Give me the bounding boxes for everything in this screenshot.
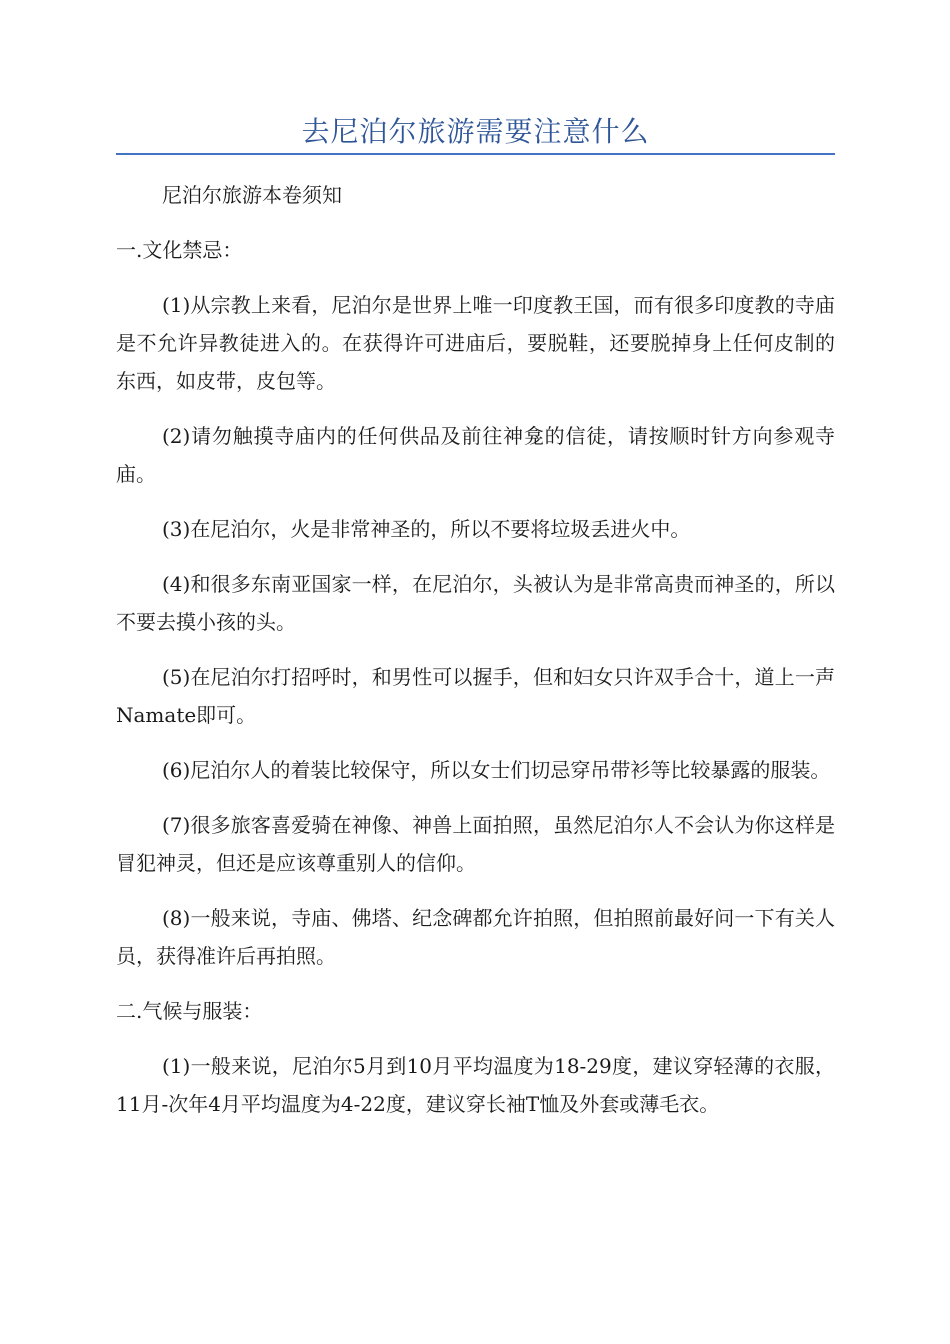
intro-paragraph: 尼泊尔旅游本卷须知 [162,183,342,207]
section-heading-climate: 二.气候与服装： [116,999,263,1023]
list-item-paragraph: (6)尼泊尔人的着装比较保守，所以女士们切忌穿吊带衫等比较暴露的服装。 [162,758,831,782]
list-item-paragraph: (4)和很多东南亚国家一样，在尼泊尔，头被认为是非常高贵而神圣的，所以不要去摸小孩的头。 [116,572,835,634]
list-item-paragraph: (1)一般来说，尼泊尔5月到10月平均温度为18-29度，建议穿轻薄的衣服，11月-次年4月平均温度为4-22度，建议穿长袖T恤及外套或薄毛衣。 [116,1054,835,1116]
section-heading-culture: 一.文化禁忌： [116,238,243,262]
title-underline [116,153,835,155]
list-item-paragraph: (2)请勿触摸寺庙内的任何供品及前往神龛的信徒，请按顺时针方向参观寺庙。 [116,424,835,486]
list-item-paragraph: (3)在尼泊尔，火是非常神圣的，所以不要将垃圾丢进火中。 [162,517,691,541]
list-item-paragraph: (7)很多旅客喜爱骑在神像、神兽上面拍照，虽然尼泊尔人不会认为你这样是冒犯神灵，但还是应该尊重别人的信仰。 [116,813,835,875]
list-item-paragraph: (8)一般来说，寺庙、佛塔、纪念碑都允许拍照，但拍照前最好问一下有关人员，获得准许后再拍照。 [116,906,835,968]
document-title: 去尼泊尔旅游需要注意什么 [301,115,650,148]
document-body [116,176,835,1140]
list-item-paragraph: (1)从宗教上来看，尼泊尔是世界上唯一印度教王国，而有很多印度教的寺庙是不允许异教徒进入的。在获得许可进庙后，要脱鞋，还要脱掉身上任何皮制的东西，如皮带，皮包等。 [116,293,835,393]
list-item-paragraph: (5)在尼泊尔打招呼时，和男性可以握手，但和妇女只许双手合十，道上一声Namate即可。 [116,665,835,727]
